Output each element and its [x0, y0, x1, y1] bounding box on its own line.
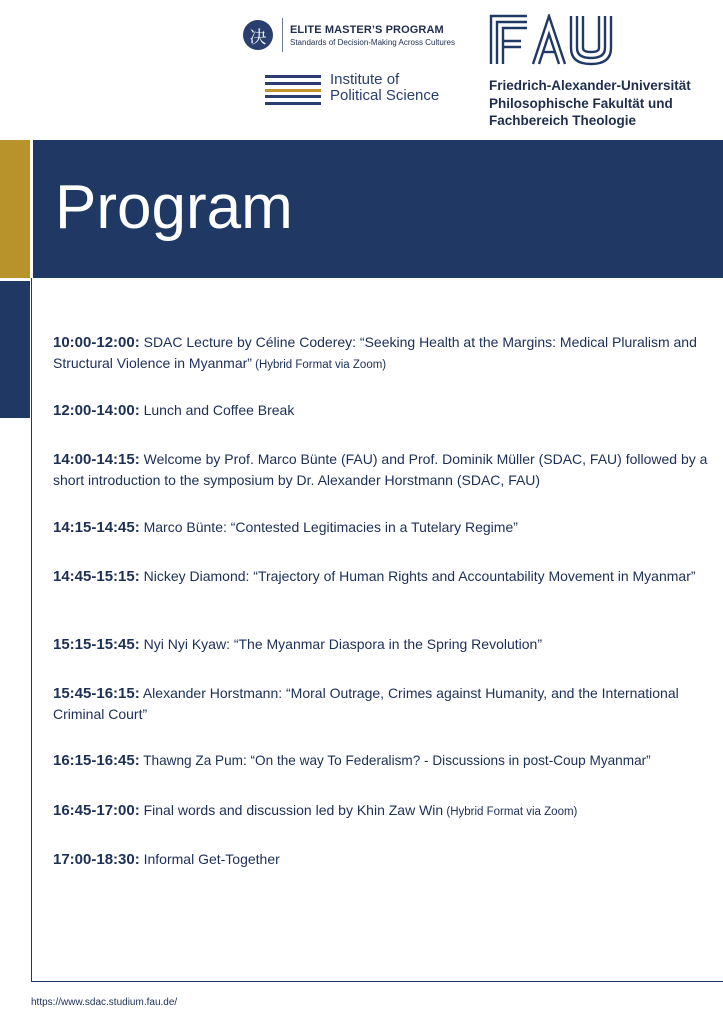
sdac-logo-title: ELITE MASTER’S PROGRAM — [290, 23, 444, 36]
schedule-item — [53, 849, 721, 870]
title-banner — [33, 140, 723, 278]
schedule-item — [53, 683, 721, 724]
schedule-item — [53, 332, 721, 375]
schedule-text: Alexander Horstmann: “Moral Outrage, Crimes against Humanity, and the International Criminal Court” — [53, 685, 679, 722]
schedule-time: 16:15-16:45: — [53, 752, 140, 769]
schedule-time: 12:00-14:00: — [53, 402, 140, 419]
schedule-item — [53, 751, 721, 771]
schedule-time: 10:00-12:00: — [53, 334, 140, 351]
schedule-time: 15:45-16:15: — [53, 685, 140, 702]
schedule-text: Thawng Za Pum: “On the way To Federalism? - Discussions in post-Coup Myanmar” — [139, 753, 651, 768]
page-header — [0, 0, 723, 140]
sdac-badge-icon: 决 — [243, 20, 273, 50]
schedule-note: (Hybrid Format via Zoom) — [443, 806, 578, 818]
schedule-time: 14:15-14:45: — [53, 519, 140, 536]
schedule-item — [53, 566, 721, 587]
institute-political-science-logo — [265, 72, 439, 105]
fau-faculty-text — [489, 77, 691, 130]
schedule-time: 15:15-15:45: — [53, 636, 140, 653]
schedule-item — [53, 800, 721, 822]
schedule-note: (Hybrid Format via Zoom) — [251, 359, 387, 371]
schedule-item — [53, 517, 721, 538]
schedule-text: Welcome by Prof. Marco Bünte (FAU) and Prof. Dominik Müller (SDAC, FAU) followed by a short introduction to the symposium by Dr. Alexander Horstmann (SDAC, FAU) — [53, 451, 708, 488]
gold-accent-bar — [0, 140, 30, 278]
schedule-item — [53, 400, 721, 421]
schedule-text: Nyi Nyi Kyaw: “The Myanmar Diaspora in the Spring Revolution” — [139, 636, 542, 652]
footer-url-link[interactable]: https://www.sdac.studium.fau.de/ — [31, 997, 178, 1008]
schedule-text: Nickey Diamond: “Trajectory of Human Rights and Accountability Movement in Myanmar” — [139, 568, 696, 584]
page-title: Program — [55, 173, 293, 242]
schedule-text: Final words and discussion led by Khin Zaw Win — [139, 802, 444, 818]
schedule-time: 14:00-14:15: — [53, 451, 140, 468]
schedule-time: 16:45-17:00: — [53, 802, 140, 819]
fau-line1: Friedrich-Alexander-Universität — [489, 78, 691, 93]
schedule-text: Marco Bünte: “Contested Legitimacies in a Tutelary Regime” — [139, 519, 518, 535]
navy-accent-bar — [0, 281, 30, 418]
schedule-text: SDAC Lecture by Céline Coderey: “Seeking Health at the Margins: Medical Pluralism and Structural Violence in Myanmar” — [53, 334, 697, 371]
schedule-item — [53, 449, 721, 490]
stripes-icon — [265, 75, 321, 105]
schedule-time: 17:00-18:30: — [53, 851, 140, 868]
sdac-logo — [243, 18, 455, 52]
fau-wordmark-logo — [489, 14, 629, 66]
schedule-text: Informal Get-Together — [139, 851, 280, 867]
content-frame — [31, 278, 723, 982]
sdac-logo-subtitle: Standards of Decision-Making Across Cultures — [290, 37, 455, 47]
schedule-time: 14:45-15:15: — [53, 568, 140, 585]
ips-logo-line1: Institute of — [330, 71, 400, 88]
schedule-item — [53, 634, 721, 655]
fau-line2: Philosophische Fakultät und — [489, 95, 673, 111]
schedule-text: Lunch and Coffee Break — [139, 402, 295, 418]
logo-divider — [282, 18, 283, 52]
fau-line3: Fachbereich Theologie — [489, 113, 637, 128]
ips-logo-line2: Political Science — [330, 87, 440, 104]
